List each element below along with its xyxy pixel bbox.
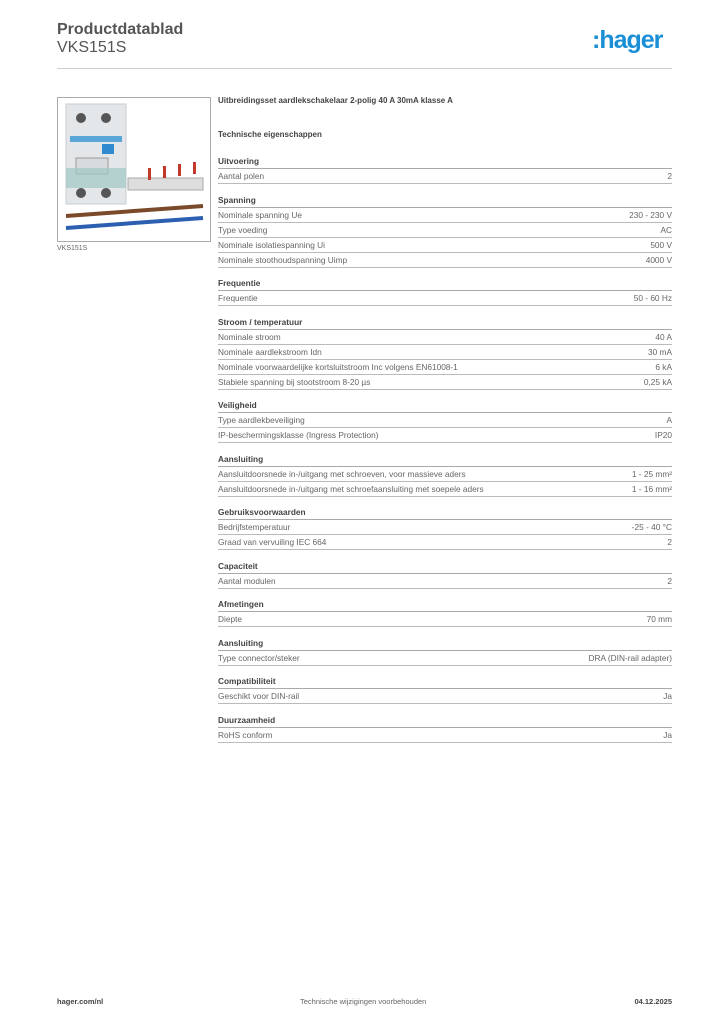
spec-value: Ja (663, 691, 672, 701)
spec-label: Graad van vervuiling IEC 664 (218, 537, 327, 547)
spec-value: 2 (667, 575, 672, 586)
spec-label: Type aardlekbeveiliging (218, 415, 305, 425)
spec-row (218, 223, 672, 238)
tech-heading: Technische eigenschappen (218, 130, 322, 139)
spec-section (218, 193, 672, 268)
spec-value: -25 - 40 °C (631, 522, 672, 532)
page-title: Productdatablad (57, 21, 184, 38)
spec-value: IP20 (654, 430, 672, 440)
spec-row (218, 330, 672, 345)
spec-value: 500 V (650, 239, 672, 250)
spec-row (218, 253, 672, 268)
section-title: Aansluiting (218, 636, 672, 651)
spec-row (218, 612, 672, 627)
spec-row (218, 651, 672, 666)
spec-value: 6 kA (655, 361, 672, 372)
spec-row (218, 428, 672, 443)
spec-value: 2 (667, 171, 672, 181)
spec-value: 40 A (655, 331, 672, 342)
spec-section (218, 398, 672, 443)
section-title: Stroom / temperatuur (218, 315, 672, 330)
section-title: Duurzaamheid (218, 713, 672, 728)
spec-value: 30 mA (648, 346, 672, 357)
spec-value: AC (660, 224, 672, 235)
spec-section (218, 713, 672, 743)
header-divider (57, 68, 672, 69)
spec-row (218, 291, 672, 306)
section-title: Aansluiting (218, 452, 672, 467)
spec-label: Aansluitdoorsnede in-/uitgang met schroefaansluiting met soepele aders (218, 483, 484, 494)
spec-row (218, 689, 672, 704)
spec-value: 230 - 230 V (629, 209, 672, 220)
spec-row (218, 238, 672, 253)
spec-section (218, 636, 672, 666)
spec-value: A (666, 415, 672, 425)
spec-value: 50 - 60 Hz (633, 293, 672, 303)
spec-label: Geschikt voor DIN-rail (218, 691, 300, 701)
spec-value: Ja (663, 729, 672, 740)
spec-row (218, 360, 672, 375)
spec-column (218, 96, 672, 751)
spec-label: Nominale isolatiespanning Ui (218, 239, 325, 250)
spec-value: 1 - 25 mm² (631, 468, 672, 479)
spec-label: Aansluitdoorsnede in-/uitgang met schroeven, voor massieve aders (218, 468, 466, 479)
spec-label: Stabiele spanning bij stootstroom 8-20 µs (218, 376, 371, 387)
spec-label: Diepte (218, 614, 242, 624)
footer-website[interactable]: hager.com/nl (57, 997, 104, 1006)
spec-label: IP-beschermingsklasse (Ingress Protection) (218, 430, 379, 440)
spec-label: Nominale aardlekstroom Idn (218, 346, 322, 357)
spec-row (218, 520, 672, 535)
spec-label: Nominale stroom (218, 331, 281, 342)
hager-logo: :hager (592, 26, 663, 54)
spec-value: 0,25 kA (643, 376, 672, 387)
spec-value: DRA (DIN-rail adapter) (588, 652, 672, 663)
product-description: Uitbreidingsset aardlekschakelaar 2-polig 40 A 30mA klasse A (218, 96, 453, 105)
section-title: Capaciteit (218, 559, 672, 574)
spec-section (218, 559, 672, 589)
spec-label: Aantal polen (218, 171, 265, 181)
spec-section (218, 452, 672, 497)
spec-section (218, 154, 672, 184)
spec-section (218, 505, 672, 550)
spec-row (218, 728, 672, 743)
section-title: Uitvoering (218, 154, 672, 169)
spec-label: Frequentie (218, 293, 258, 303)
spec-row (218, 574, 672, 589)
spec-sections (218, 154, 672, 743)
spec-value: 2 (667, 537, 672, 547)
product-image (57, 97, 211, 242)
spec-section (218, 597, 672, 627)
spec-row (218, 482, 672, 497)
spec-label: Nominale spanning Ue (218, 209, 302, 220)
section-title: Compatibiliteit (218, 674, 672, 689)
section-title: Afmetingen (218, 597, 672, 612)
image-caption: VKS151S (57, 245, 88, 252)
section-title: Frequentie (218, 276, 672, 291)
spec-row (218, 413, 672, 428)
spec-value: 1 - 16 mm² (631, 483, 672, 494)
spec-label: Nominale voorwaardelijke kortsluitstroom Inc volgens EN61008-1 (218, 361, 458, 372)
spec-label: RoHS conform (218, 729, 273, 740)
section-title: Veiligheid (218, 398, 672, 413)
spec-row (218, 169, 672, 184)
footer-note: Technische wijzigingen voorbehouden (300, 997, 427, 1006)
spec-label: Type voeding (218, 224, 268, 235)
section-title: Spanning (218, 193, 672, 208)
spec-row (218, 345, 672, 360)
spec-label: Type connector/steker (218, 652, 300, 663)
spec-row (218, 467, 672, 482)
product-code: VKS151S (57, 39, 127, 56)
spec-section (218, 674, 672, 704)
spec-row (218, 535, 672, 550)
spec-value: 70 mm (646, 614, 672, 624)
spec-label: Bedrijfstemperatuur (218, 522, 291, 532)
spec-row (218, 375, 672, 390)
spec-section (218, 276, 672, 306)
spec-value: 4000 V (645, 254, 672, 265)
spec-row (218, 208, 672, 223)
spec-label: Nominale stoothoudspanning Uimp (218, 254, 348, 265)
spec-label: Aantal modulen (218, 575, 276, 586)
spec-section (218, 315, 672, 390)
section-title: Gebruiksvoorwaarden (218, 505, 672, 520)
footer-date: 04.12.2025 (634, 997, 672, 1006)
